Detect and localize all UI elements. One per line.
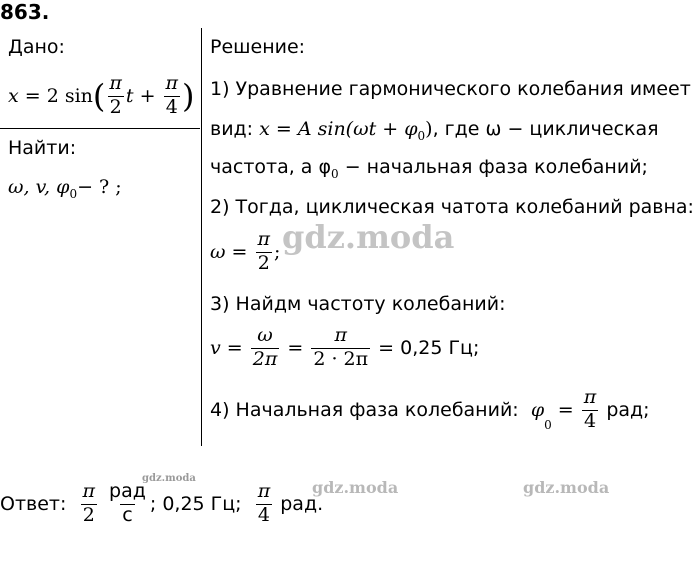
watermark: gdz.moda (312, 478, 399, 497)
answer-line: Ответ: $\frac{\pi}{2}$ $\frac{\text{рад}}{с}$ ; 0,25 Гц; $\frac{\pi}{4}$ рад. (0, 480, 324, 526)
column-divider (201, 28, 202, 446)
unit-fraction: $\frac{\text{рад}}{с}$ (109, 480, 146, 526)
watermark: gdz.moda (282, 218, 455, 256)
step3-line1: 3) Найдм частоту колебаний: (210, 293, 506, 315)
fraction: $\frac{\pi}{2}$ (257, 228, 270, 274)
solution-label: Решение: (210, 36, 306, 58)
find-label: Найти: (8, 137, 77, 159)
step1-line2: вид: x = A $\sin(\omega t + \varphi_0)$, где ω − циклическая (210, 118, 659, 143)
step1-line3: частота, а $\varphi_0$ − начальная фаза колебаний; (210, 156, 648, 181)
problem-number: 863. (0, 0, 50, 24)
fraction: $\frac{\pi}{4}$ (583, 386, 597, 432)
watermark: gdz.moda (523, 478, 610, 497)
step3-formula: v = $\frac{\omega}{2\pi}$ = $\frac{\pi}{2 \cdot 2\pi}$ = 0,25 Гц; (210, 324, 480, 370)
step2-formula: ω = $\frac{\pi}{2}$ ; (210, 228, 281, 274)
find-vars: ω, v, $\varphi_0-$ ? ; (8, 176, 122, 201)
fraction: $\frac{\omega}{2\pi}$ (252, 324, 278, 370)
given-equation: x = 2 sin ( $\frac{\pi}{2}$ t + $\frac{\pi}{4}$ ) (8, 72, 195, 118)
given-label: Дано: (8, 36, 65, 58)
step4-line: 4) Начальная фаза колебаний: φ $_0$ = $\frac{\pi}{4}$ рад; (210, 386, 650, 432)
fraction: $\frac{\pi}{2}$ (109, 72, 122, 118)
step2-line1: 2) Тогда, циклическая чатота колебаний равна: (210, 196, 694, 218)
step1-line1: 1) Уравнение гармонического колебания имеет (210, 78, 691, 100)
given-divider (0, 128, 200, 129)
fraction: $\frac{\pi}{4}$ (257, 480, 271, 526)
fraction: $\frac{\pi}{2 \cdot 2\pi}$ (313, 324, 369, 370)
fraction: $\frac{\pi}{2}$ (82, 480, 95, 526)
answer-label: Ответ: (0, 492, 67, 515)
watermark: gdz.moda (142, 473, 196, 484)
fraction: $\frac{\pi}{4}$ (165, 72, 179, 118)
